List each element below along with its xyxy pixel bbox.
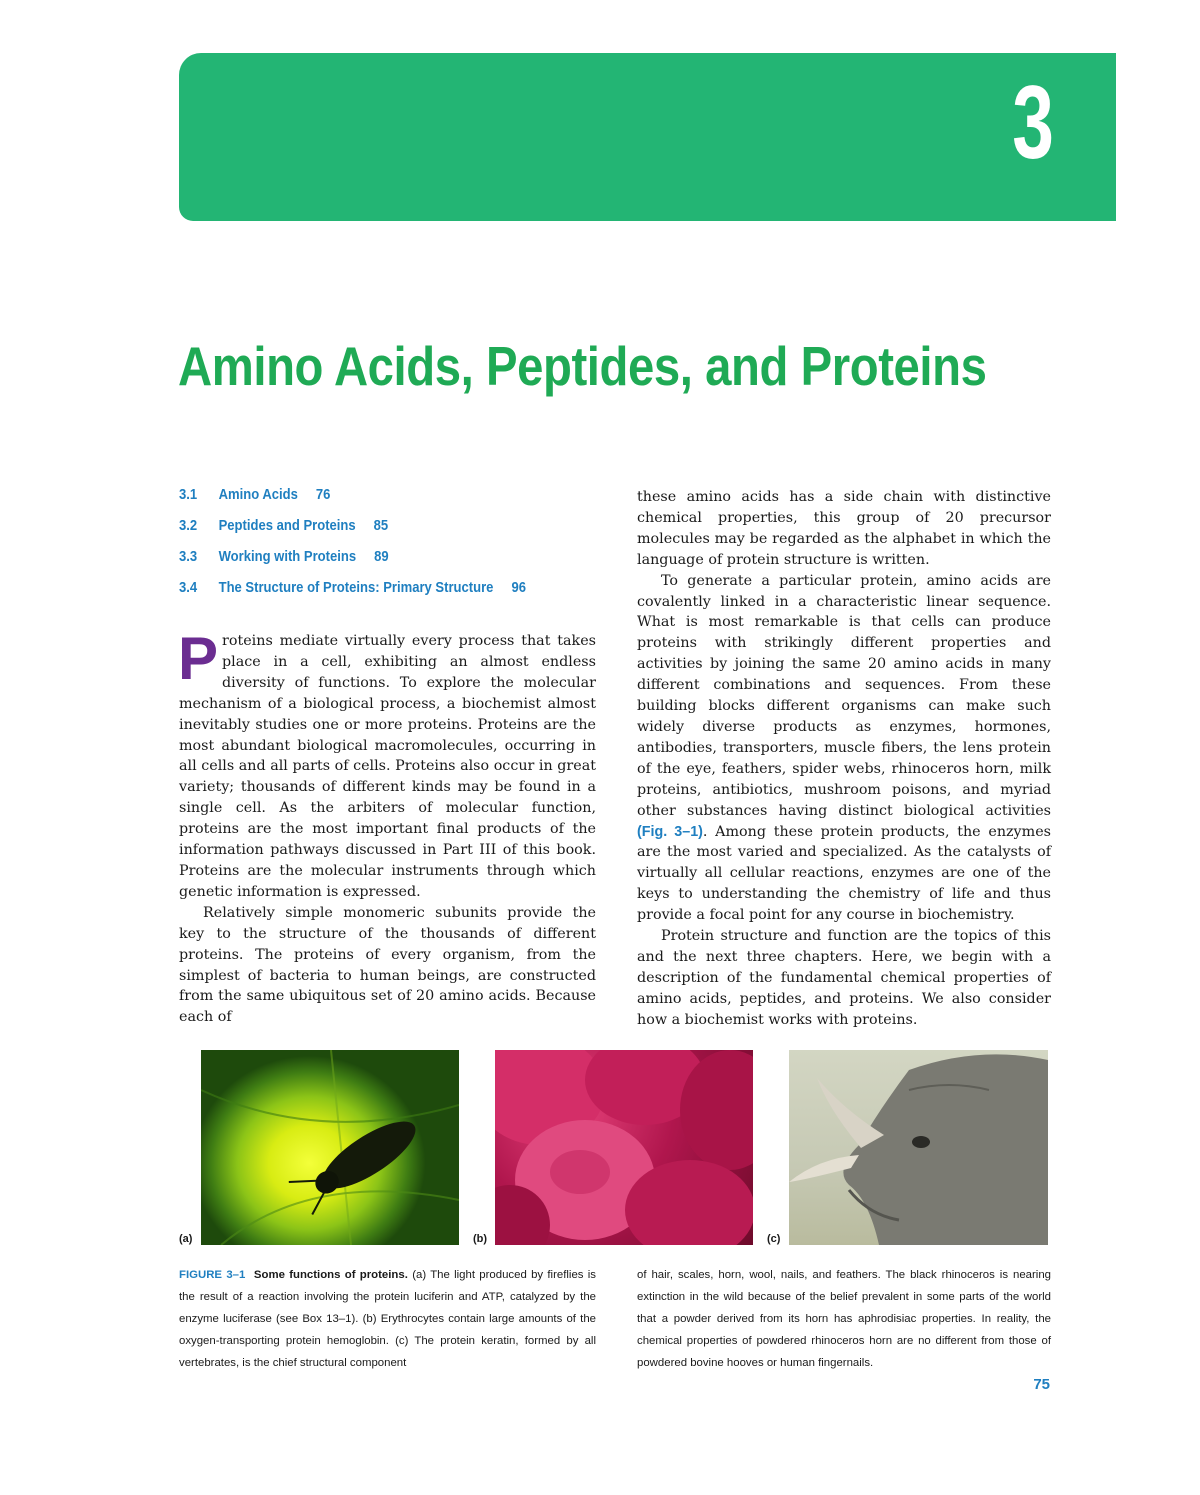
- toc-number: 3.4: [179, 580, 198, 596]
- figure-caption-continued: of hair, scales, horn, wool, nails, and feathers. The black rhinoceros is nearing extinction in the wild because of the belief prevalent in some parts of the world that a powder derived from its horn has aphrodisiac properties. In reality, the chemical properties of powdered rhinoceros horn are no different from those of powdered bovine hooves or human fingernails.: [637, 1269, 1051, 1369]
- figure-caption: FIGURE 3–1 Some functions of proteins. (a) The light produced by fireflies is the result of a reaction involving the protein luciferin and ATP, catalyzed by the enzyme luciferase (see Box 13–1). (b) Erythrocytes contain large amounts of the oxygen-transporting protein hemoglobin. (c) The protein keratin, formed by all vertebrates, is the chief structural component: [179, 1269, 596, 1369]
- chapter-contents: [179, 487, 599, 611]
- body-paragraph: Protein structure and function are the topics of this and the next three chapters. Here, we begin with a description of the fundamental chemical properties of amino acids, peptides, and proteins. We also consider how a biochemist works with proteins.: [637, 928, 1051, 1028]
- firefly-photo: [201, 1050, 459, 1245]
- panel-label-a: (a): [179, 1233, 193, 1245]
- body-paragraph: To generate a particular protein, amino acids are covalently linked in a characteristic linear sequence. What is most remarkable is that cells can produce proteins with strikingly different properties and activities by joining the same 20 amino acids in many different combinations and sequences. From these building blocks different organisms can make such widely diverse products as enzymes, hormones, antibodies, transporters, muscle fibers, the lens protein of the eye, feathers, spider webs, rhinoceros horn, milk proteins, antibiotics, mushroom poisons, and myriad other substances having distinct biological activities (Fig. 3–1). Among these protein products, the enzymes are the most varied and specialized. As the catalysts of virtually all cellular reactions, enzymes are one of the keys to understanding the chemistry of life and thus provide a focal point for any course in biochemistry.: [637, 572, 1051, 924]
- rhinoceros-photo: [789, 1050, 1048, 1245]
- toc-entry[interactable]: [179, 549, 557, 580]
- toc-page: 96: [511, 580, 526, 596]
- page-number: 75: [1033, 1376, 1050, 1393]
- toc-number: 3.1: [179, 487, 198, 503]
- toc-number: 3.3: [179, 549, 198, 565]
- toc-title: Amino Acids: [218, 487, 298, 503]
- toc-entry[interactable]: [179, 580, 557, 611]
- body-paragraph: these amino acids has a side chain with distinctive chemical properties, this group of 20 precursor molecules may be regarded as the alphabet in which the language of protein structure is written.: [637, 489, 1051, 568]
- body-column-left: [178, 625, 596, 1028]
- toc-page: 85: [373, 518, 389, 534]
- toc-title: Peptides and Proteins: [218, 518, 356, 534]
- toc-page: 89: [374, 549, 389, 565]
- body-paragraph: Relatively simple monomeric subunits provide the key to the structure of the thousands of different proteins. The proteins of every organism, from the simplest of bacteria to human beings, are constructed from the same ubiquitous set of 20 amino acids. Because each of: [179, 904, 596, 1026]
- toc-page: 76: [315, 487, 331, 503]
- toc-title: The Structure of Proteins: Primary Structure: [218, 580, 494, 596]
- figure-title: Some functions of proteins.: [253, 1269, 408, 1281]
- drop-cap: P: [178, 625, 219, 692]
- toc-number: 3.2: [179, 518, 198, 534]
- erythrocytes-photo: [495, 1050, 753, 1245]
- toc-title: Working with Proteins: [218, 549, 357, 565]
- intro-paragraph: Proteins mediate virtually every process that takes place in a cell, exhibiting an almost endless diversity of functions. To explore the molecular mechanism of a biological process, a biochemist almost inevitably studies one or more proteins. Proteins are the most abundant biological macromolecules, occurring in all cells and all parts of cells. Proteins also occur in great variety; thousands of different kinds may be found in a single cell. As the arbiters of molecular function, proteins are the most important final products of the information pathways discussed in Part III of this book. Proteins are the molecular instruments through which genetic information is expressed.: [178, 625, 596, 900]
- figure-reference-link[interactable]: (Fig. 3–1): [637, 823, 703, 840]
- figure-label: FIGURE 3–1: [179, 1269, 246, 1281]
- toc-entry[interactable]: [179, 518, 557, 549]
- chapter-number: 3: [1012, 65, 1054, 181]
- chapter-banner: [179, 53, 1116, 221]
- panel-label-c: (c): [767, 1233, 781, 1245]
- body-column-right: [637, 487, 1051, 1031]
- toc-entry[interactable]: [179, 487, 557, 518]
- panel-label-b: (b): [473, 1233, 488, 1245]
- chapter-title: Amino Acids, Peptides, and Proteins: [178, 335, 987, 397]
